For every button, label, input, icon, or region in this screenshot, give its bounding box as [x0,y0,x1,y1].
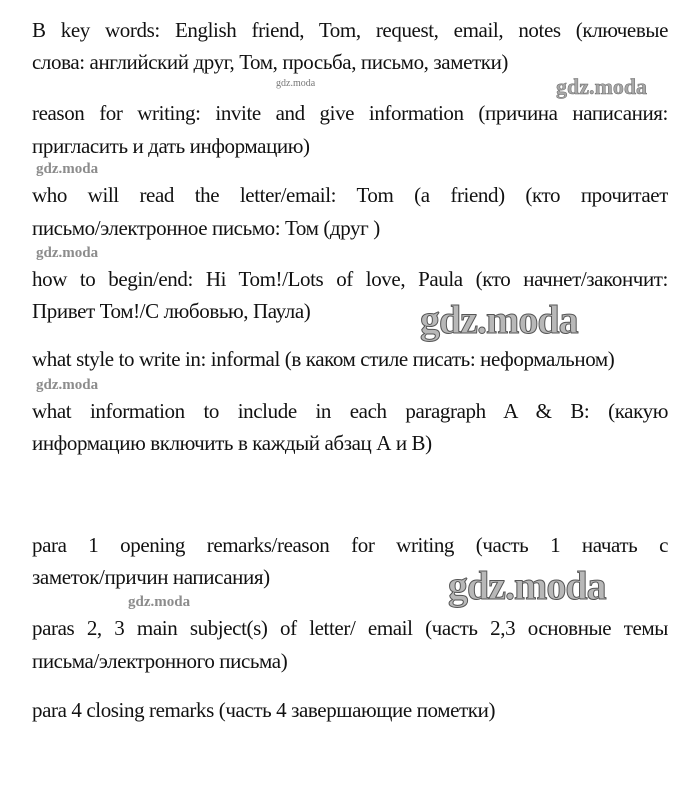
text-line: письма/электронного письма) [32,649,288,673]
text-line: письмо/электронное письмо: Том (друг ) [32,216,380,240]
watermark: gdz.moda [36,161,99,177]
text-line: para 4 closing remarks (часть 4 завершающие пометки) [32,698,496,722]
watermark: gdz.moda [36,377,99,393]
text-line: B key words: English friend, Tom, request, email, notes (ключевые [32,18,668,42]
text-line: информацию включить в каждый абзац А и В) [32,431,432,455]
watermark: gdz.moda [276,78,316,89]
text-line: what information to include in each paragraph A & B: (какую [32,399,668,423]
watermark: gdz.moda [36,245,99,261]
text-line: who will read the letter/email: Tom (a friend) (кто прочитает [32,183,668,207]
text-line: слова: английский друг, Том, просьба, письмо, заметки) [32,50,509,74]
watermark: gdz.moda [128,594,191,610]
text-line: how to begin/end: Hi Tom!/Lots of love, Paula (кто начнет/закончит: [32,267,668,291]
text-line: para 1 opening remarks/reason for writing (часть 1 начать с [32,533,668,557]
text-line: paras 2, 3 main subject(s) of letter/ email (часть 2,3 основные темы [32,616,668,640]
text-line: заметок/причин написания) [32,565,270,589]
watermark: gdz.moda [556,74,648,99]
text-line: reason for writing: invite and give information (причина написания: [32,101,668,125]
text-line: пригласить и дать информацию) [32,134,310,158]
watermark: gdz.moda [448,563,606,608]
watermark: gdz.moda [420,297,578,342]
text-line: Привет Том!/С любовью, Паула) [32,299,311,323]
text-line: what style to write in: informal (в каком стиле писать: неформальном) [32,347,615,371]
